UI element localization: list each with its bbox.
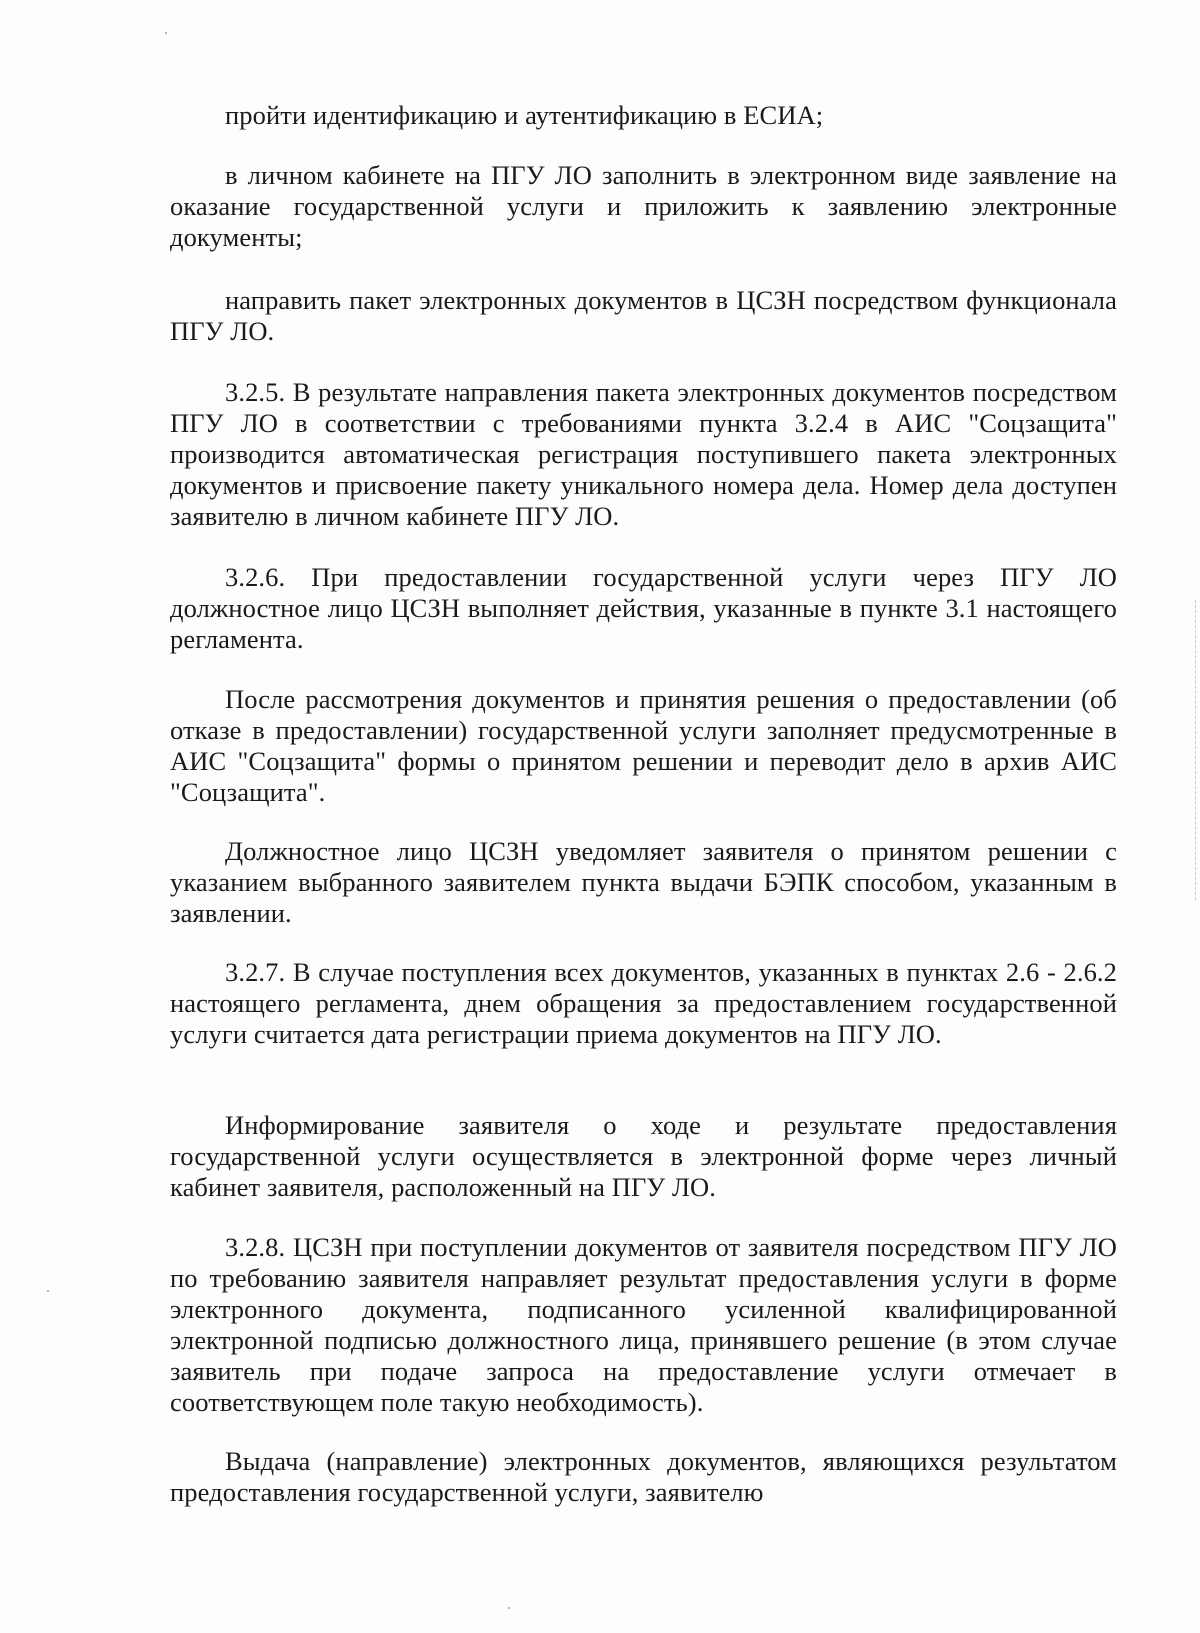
paragraph-notify-applicant: Должностное лицо ЦСЗН уведомляет заявителя о принятом решении с указанием выбранного заявителем пункта выдачи БЭПК способом, указанным в заявлении.	[170, 836, 1117, 928]
paragraph-3-2-6: 3.2.6. При предоставлении государственной услуги через ПГУ ЛО должностное лицо ЦСЗН выполняет действия, указанные в пункте 3.1 настоящего регламента.	[170, 562, 1117, 654]
paragraph-3-2-8: 3.2.8. ЦСЗН при поступлении документов от заявителя посредством ПГУ ЛО по требованию заявителя направляет результат предоставления услуги в форме электронного документа, подписанного усиленной квалифицированной электронной подписью должностного лица, принявшего решение (в этом случае заявитель при подаче запроса на предоставление услуги отмечает в соответствующем поле такую необходимость).	[170, 1232, 1117, 1417]
scan-edge-mark	[1194, 600, 1196, 900]
scan-speck	[165, 32, 167, 34]
paragraph-personal-cabinet: в личном кабинете на ПГУ ЛО заполнить в электронном виде заявление на оказание государственной услуги и приложить к заявлению электронные документы;	[170, 160, 1117, 252]
paragraph-3-2-5: 3.2.5. В результате направления пакета электронных документов посредством ПГУ ЛО в соответствии с требованиями пункта 3.2.4 в АИС "Соцзащита" производится автоматическая регистрация поступившего пакета электронных документов и присвоение пакету уникального номера дела. Номер дела доступен заявителю в личном кабинете ПГУ ЛО.	[170, 377, 1117, 531]
scan-speck	[47, 1290, 49, 1292]
paragraph-after-review: После рассмотрения документов и принятия решения о предоставлении (об отказе в предоставлении) государственной услуги заполняет предусмотренные в АИС "Соцзащита" формы о принятом решении и переводит дело в архив АИС "Соцзащита".	[170, 684, 1117, 807]
paragraph-3-2-7: 3.2.7. В случае поступления всех документов, указанных в пунктах 2.6 - 2.6.2 настоящего регламента, днем обращения за предоставлением государственной услуги считается дата регистрации приема документов на ПГУ ЛО.	[170, 957, 1117, 1049]
scan-speck	[508, 1607, 510, 1609]
paragraph-issuance: Выдача (направление) электронных документов, являющихся результатом предоставления государственной услуги, заявителю	[170, 1446, 1117, 1507]
paragraph-send-package: направить пакет электронных документов в ЦСЗН посредством функционала ПГУ ЛО.	[170, 285, 1117, 346]
paragraph-esia-identification: пройти идентификацию и аутентификацию в ЕСИА;	[225, 100, 824, 130]
paragraph-informing: Информирование заявителя о ходе и результате предоставления государственной услуги осуществляется в электронной форме через личный кабинет заявителя, расположенный на ПГУ ЛО.	[170, 1110, 1117, 1202]
